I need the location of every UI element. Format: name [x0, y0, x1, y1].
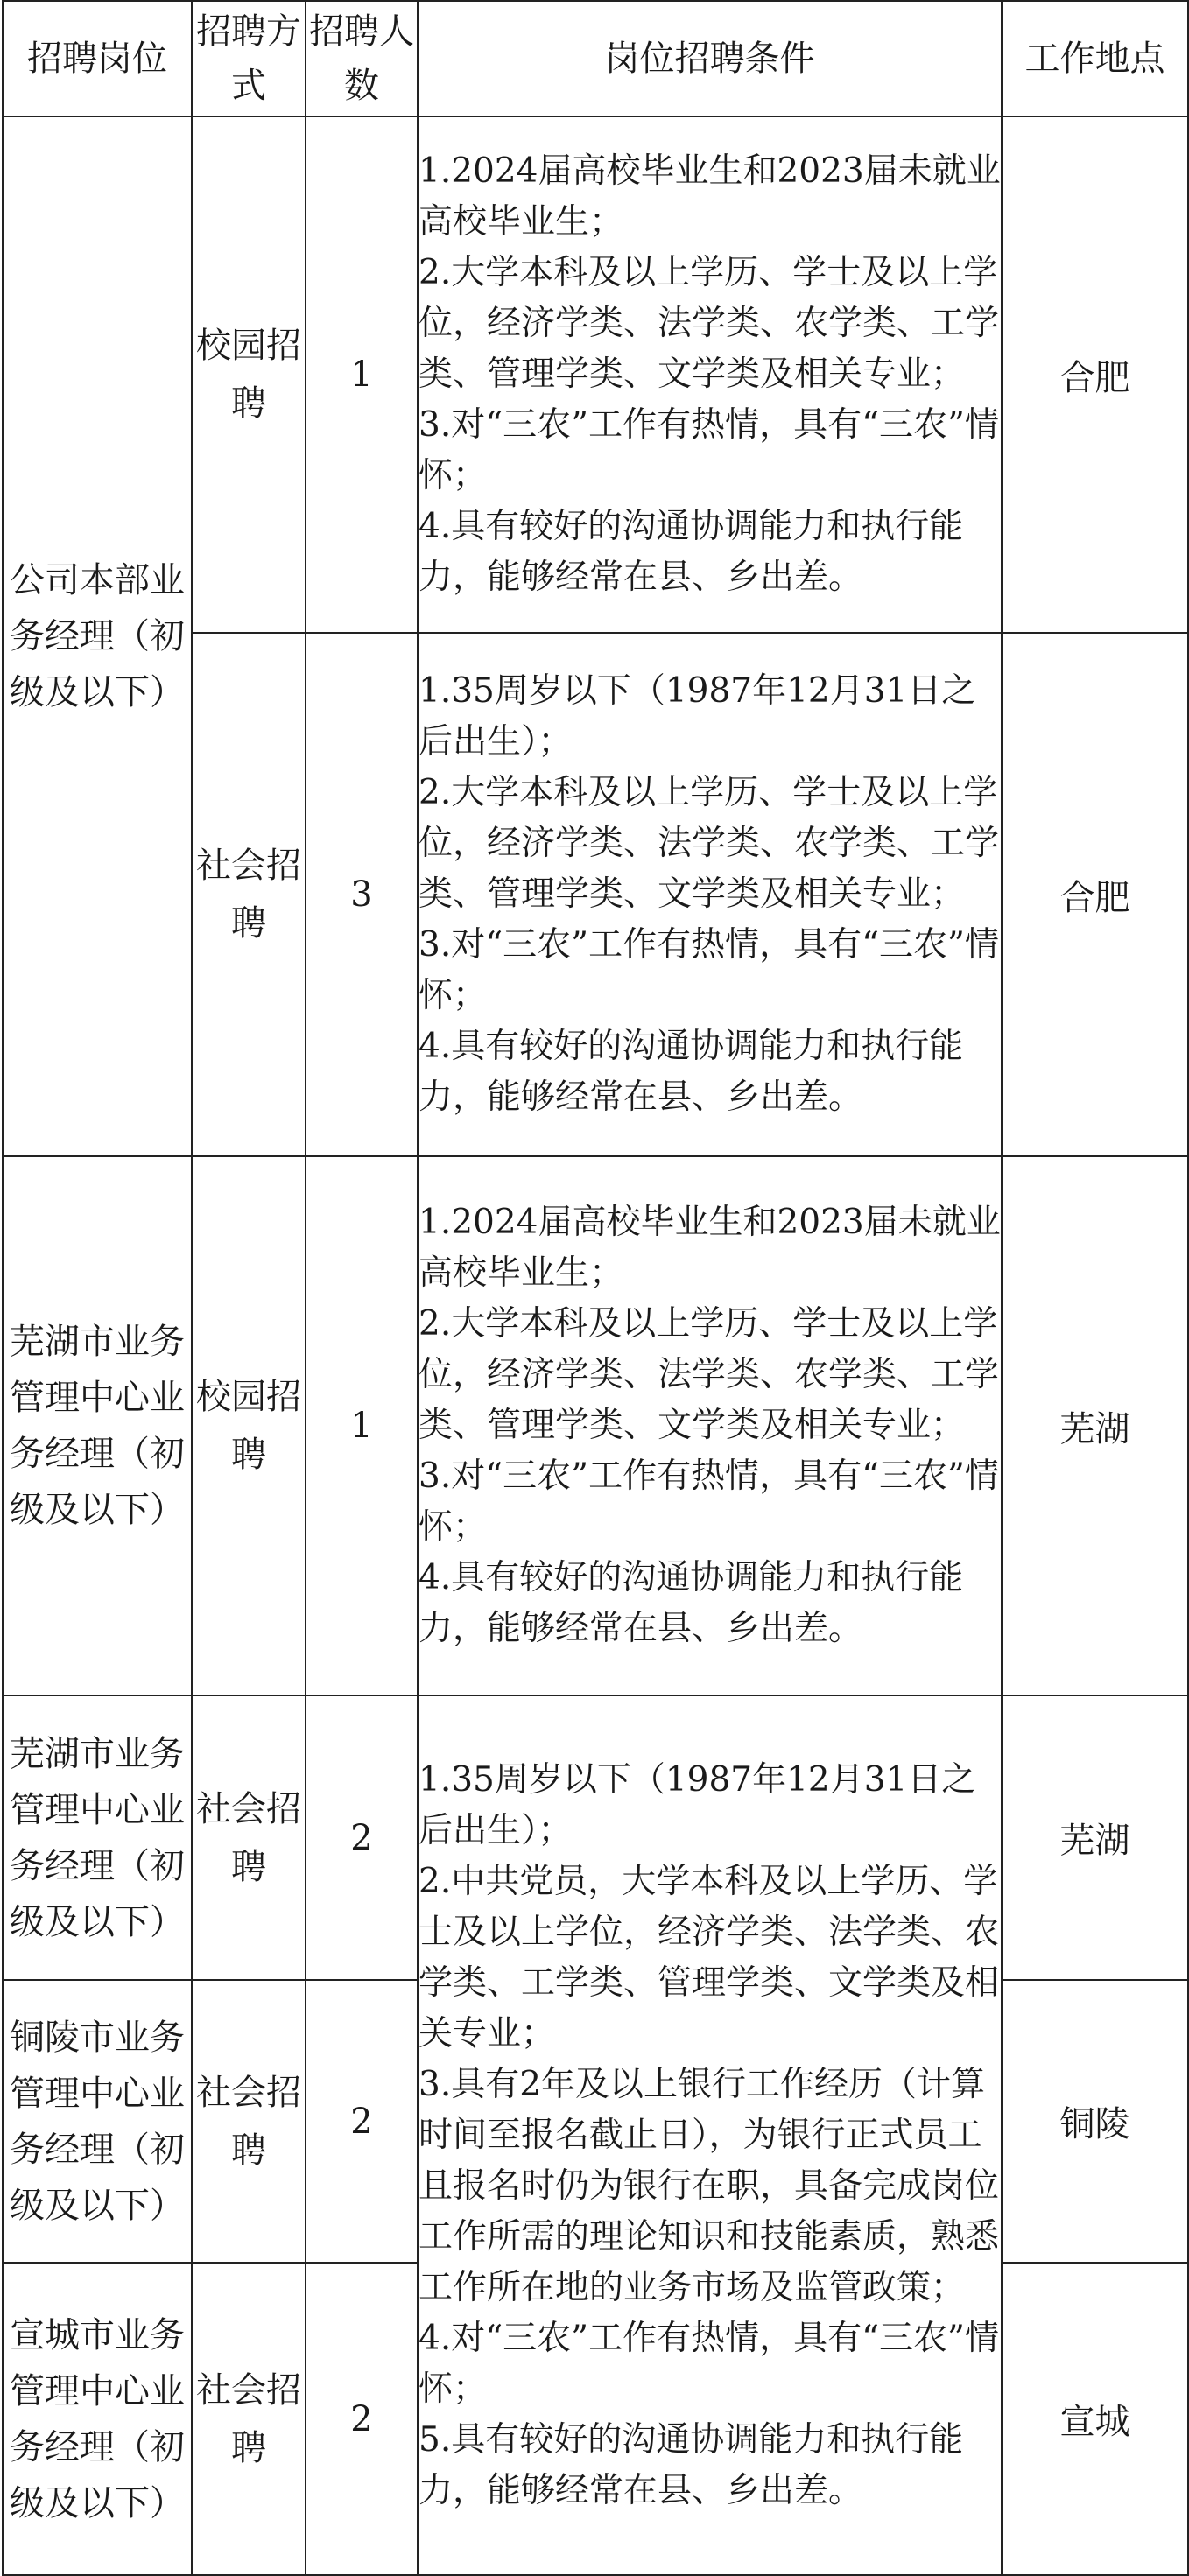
table-row	[3, 1695, 1188, 1980]
condition-item: 1.35周岁以下（1987年12月31日之后出生）；	[419, 1759, 976, 1850]
condition-item: 4.具有较好的沟通协调能力和执行能力，能够经常在县、乡出差。	[419, 1027, 964, 1117]
condition-item: 1.2024届高校毕业生和2023届未就业高校毕业生；	[419, 1203, 1001, 1293]
table-row	[3, 1156, 1188, 1695]
recruitment-table	[2, 0, 1189, 2576]
method-cell: 校园招聘	[192, 116, 306, 633]
conditions-cell	[418, 633, 1002, 1156]
method-cell: 社会招聘	[192, 1980, 306, 2263]
count-cell: 1	[306, 116, 418, 633]
condition-item: 4.具有较好的沟通协调能力和执行能力，能够经常在县、乡出差。	[419, 1558, 964, 1648]
count-cell: 2	[306, 2263, 418, 2575]
count-cell: 3	[306, 633, 418, 1156]
post-cell: 宣城市业务管理中心业务经理（初级及以下）	[3, 2263, 192, 2575]
post-cell: 公司本部业务经理（初级及以下）	[3, 116, 192, 1156]
condition-item: 4.具有较好的沟通协调能力和执行能力，能够经常在县、乡出差。	[419, 507, 964, 597]
header-method: 招聘方式	[192, 1, 306, 116]
post-cell: 铜陵市业务管理中心业务经理（初级及以下）	[3, 1980, 192, 2263]
header-conditions: 岗位招聘条件	[418, 1, 1002, 116]
condition-item: 3.对“三农”工作有热情，具有“三农”情怀；	[419, 405, 999, 495]
location-cell: 合肥	[1002, 116, 1188, 633]
location-cell: 芜湖	[1002, 1156, 1188, 1695]
header-post: 招聘岗位	[3, 1, 192, 116]
conditions-cell	[418, 116, 1002, 633]
method-cell: 校园招聘	[192, 1156, 306, 1695]
condition-item: 1.2024届高校毕业生和2023届未就业高校毕业生；	[419, 151, 1001, 242]
condition-item: 4.对“三农”工作有热情，具有“三农”情怀；	[419, 2318, 999, 2409]
condition-item: 5.具有较好的沟通协调能力和执行能力，能够经常在县、乡出差。	[419, 2419, 964, 2510]
location-cell: 宣城	[1002, 2263, 1188, 2575]
location-cell: 铜陵	[1002, 1980, 1188, 2263]
table-row	[3, 116, 1188, 633]
location-cell: 合肥	[1002, 633, 1188, 1156]
condition-item: 2.中共党员，大学本科及以上学历、学士及以上学位，经济学类、法学类、农学类、工学类、管理学类、文学类及相关专业；	[419, 1861, 1000, 2053]
header-count: 招聘人数	[306, 1, 418, 116]
condition-item: 1.35周岁以下（1987年12月31日之后出生）；	[419, 671, 976, 762]
condition-item: 3.对“三农”工作有热情，具有“三农”情怀；	[419, 925, 999, 1015]
count-cell: 1	[306, 1156, 418, 1695]
condition-item: 2.大学本科及以上学历、学士及以上学位，经济学类、法学类、农学类、工学类、管理学类、文学类及相关专业；	[419, 253, 1000, 394]
method-cell: 社会招聘	[192, 2263, 306, 2575]
condition-item: 2.大学本科及以上学历、学士及以上学位，经济学类、法学类、农学类、工学类、管理学类、文学类及相关专业；	[419, 773, 1000, 914]
condition-item: 3.具有2年及以上银行工作经历（计算时间至报名截止日），为银行正式员工且报名时仍为银行在职，具备完成岗位工作所需的理论知识和技能素质，熟悉工作所在地的业务市场及监管政策；	[419, 2064, 1000, 2307]
post-cell: 芜湖市业务管理中心业务经理（初级及以下）	[3, 1156, 192, 1695]
location-cell: 芜湖	[1002, 1695, 1188, 1980]
header-location: 工作地点	[1002, 1, 1188, 116]
count-cell: 2	[306, 1695, 418, 1980]
method-cell: 社会招聘	[192, 633, 306, 1156]
condition-item: 2.大学本科及以上学历、学士及以上学位，经济学类、法学类、农学类、工学类、管理学类、文学类及相关专业；	[419, 1304, 1000, 1445]
method-cell: 社会招聘	[192, 1695, 306, 1980]
post-cell: 芜湖市业务管理中心业务经理（初级及以下）	[3, 1695, 192, 1980]
condition-item: 3.对“三农”工作有热情，具有“三农”情怀；	[419, 1456, 999, 1547]
count-cell: 2	[306, 1980, 418, 2263]
header-row	[3, 1, 1188, 116]
conditions-cell	[418, 1156, 1002, 1695]
conditions-cell	[418, 1695, 1002, 2575]
